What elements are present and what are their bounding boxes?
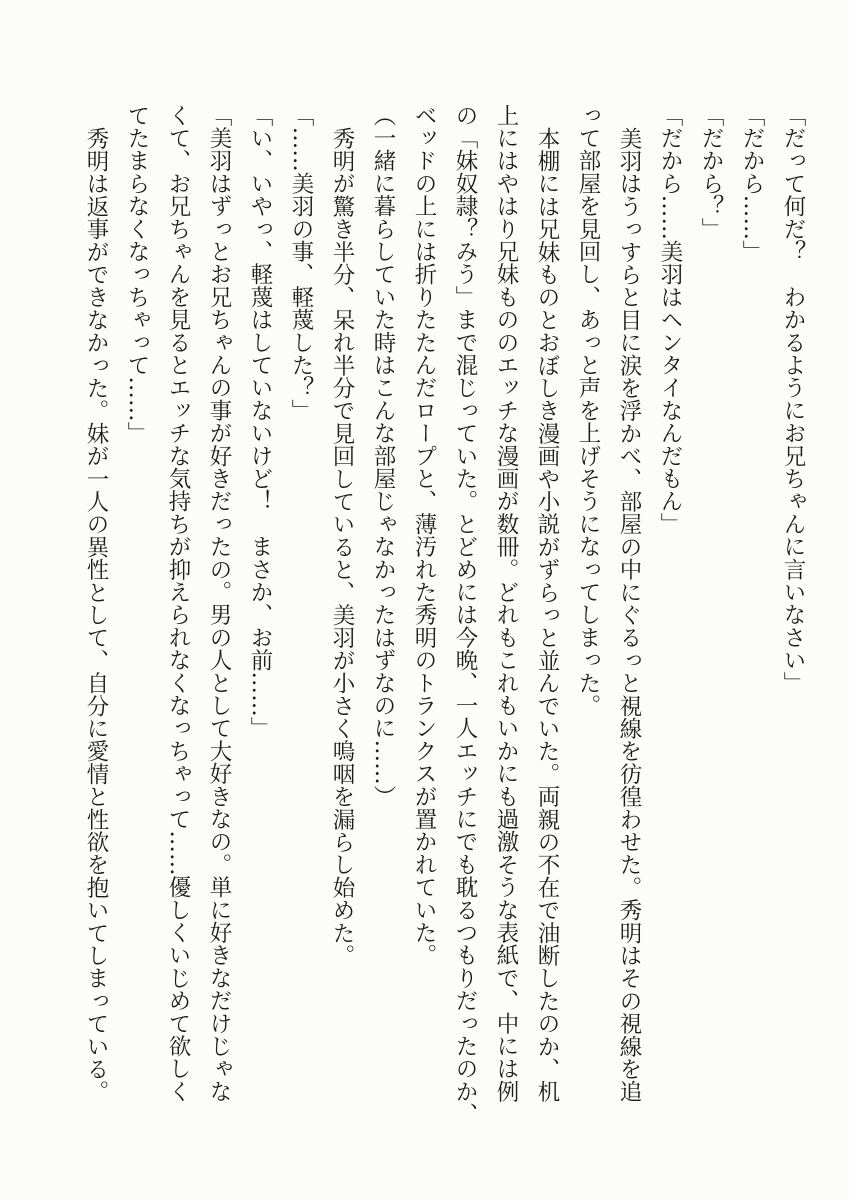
text-line: 「……美羽の事、軽蔑した？」 bbox=[288, 104, 314, 422]
text-line: ベッドの上には折りたたんだロープと、薄汚れた秀明のトランクスが置かれていた。 bbox=[411, 104, 437, 967]
text-line: って部屋を見回し、あっと声を上げそうになってしまった。 bbox=[575, 104, 601, 717]
text-line: 「だって何だ？ わかるようにお兄ちゃんに言いなさい」 bbox=[780, 104, 806, 695]
text-line: 本棚には兄妹ものとおぼしき漫画や小説がずらっと並んでいた。両親の不在で油断したのか、机 bbox=[534, 126, 560, 1103]
text-line: 上にはやはり兄妹もののエッチな漫画が数冊。どれもこれもいかにも過激そうな表紙で、中には例 bbox=[493, 104, 519, 1103]
text-line: （一緒に暮らしていた時はこんな部屋じゃなかったはずなのに……） bbox=[370, 104, 396, 808]
text-line: くて、お兄ちゃんを見るとエッチな気持ちが抑えられなくなっちゃって……優しくいじめて欲しく bbox=[165, 104, 191, 1103]
text-block bbox=[75, 104, 813, 1134]
text-line: 秀明は返事ができなかった。妹が一人の異性として、自分に愛情と性欲を抱いてしまっている。 bbox=[83, 126, 109, 1103]
text-line: てたまらなくなっちゃって……」 bbox=[124, 104, 150, 445]
text-line: 「だから？」 bbox=[698, 104, 724, 241]
text-line: 「だから……美羽はヘンタイなんだもん」 bbox=[657, 104, 683, 536]
text-line: 美羽はうっすらと目に涙を浮かべ、部屋の中にぐるっと視線を彷徨わせた。秀明はその視線を追 bbox=[616, 126, 642, 1103]
text-line: の「妹奴隷？みう」まで混じっていた。とどめには今晩、一人エッチにでも耽るつもりだったのか、 bbox=[452, 104, 478, 1126]
text-line: 「だから……」 bbox=[739, 104, 765, 263]
text-line: 秀明が驚き半分、呆れ半分で見回していると、美羽が小さく嗚咽を漏らし始めた。 bbox=[329, 126, 355, 967]
text-line: 「い、いやっ、軽蔑はしていないけど！ まさか、お前……」 bbox=[247, 104, 273, 740]
text-line: 「美羽はずっとお兄ちゃんの事が好きだったの。男の人として大好きなの。単に好きなだけじゃな bbox=[206, 104, 232, 1103]
